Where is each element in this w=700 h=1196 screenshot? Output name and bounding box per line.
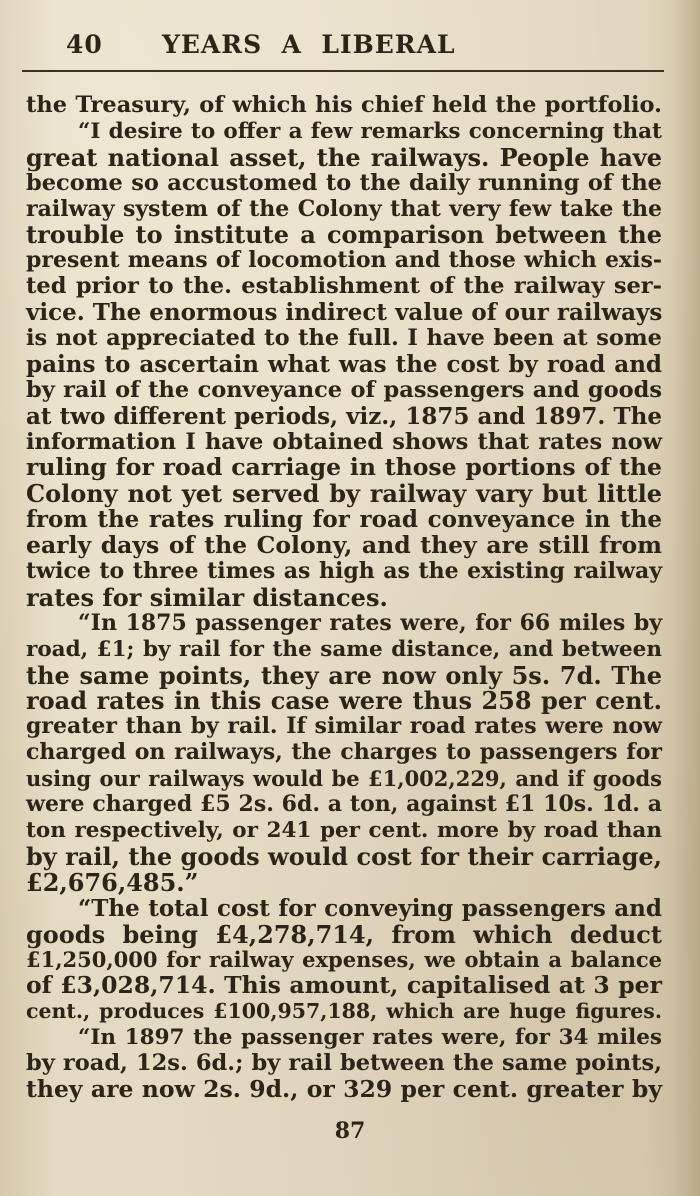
header-rule (22, 70, 664, 72)
text-line: goods being £4,278,714, from which deduct (26, 919, 662, 949)
text-line: they are now 2s. 9d., or 329 per cent. greater by (26, 1074, 662, 1103)
text-line: of £3,028,714. This amount, capitalised at 3 per (26, 971, 662, 1000)
text-line: ton respectively, or 241 per cent. more by road than (26, 817, 662, 843)
text-line: cent., produces £100,957,188, which are huge figures. (26, 999, 662, 1024)
text-line: “In 1875 passenger rates were, for 66 miles by (78, 609, 662, 636)
text-line: present means of locomotion and those which exis- (26, 247, 662, 274)
header-folio: 40 (66, 30, 103, 59)
text-line: by rail, the goods would cost for their carriage, (26, 841, 662, 871)
text-line: at two different periods, viz., 1875 and 1897. The (26, 402, 662, 430)
text-line: Colony not yet served by railway vary but little (26, 479, 662, 509)
text-line: “The total cost for conveying passengers and (78, 894, 662, 922)
text-line: £2,676,485.” (26, 867, 199, 897)
page-edge-shadow (672, 0, 700, 1196)
text-line: railway system of the Colony that very few take the (26, 195, 662, 222)
text-line: the Treasury, of which his chief held the portfolio. (26, 92, 662, 118)
text-line: £1,250,000 for railway expenses, we obtain a balance (26, 947, 662, 973)
running-title: YEARS A LIBERAL (162, 30, 456, 59)
text-line: by rail of the conveyance of passengers and goods (26, 376, 662, 403)
text-line: “In 1897 the passenger rates were, for 34 miles (78, 1025, 662, 1051)
text-line: become so accustomed to the daily running of the (26, 169, 662, 196)
text-line: charged on railways, the charges to passengers for (26, 739, 662, 766)
text-line: were charged £5 2s. 6d. a ton, against £1 10s. 1d. a (26, 791, 662, 818)
body-text (26, 93, 662, 1103)
text-line: greater than by rail. If similar road rates were now (26, 713, 662, 740)
text-line: trouble to institute a comparison between the (26, 220, 662, 250)
text-line: is not appreciated to the full. I have been at some (26, 325, 662, 352)
text-line: twice to three times as high as the existing railway (26, 558, 662, 585)
text-line: the same points, they are now only 5s. 7d. The (26, 660, 662, 690)
text-line: ted prior to the. establishment of the railway ser- (26, 273, 662, 300)
text-line: information I have obtained shows that rates now (26, 428, 662, 455)
text-line: vice. The enormous indirect value of our railways (26, 299, 663, 327)
text-line: early days of the Colony, and they are still from (26, 531, 662, 560)
text-line: using our railways would be £1,002,229, and if goods (26, 766, 662, 792)
text-line: rates for similar distances. (26, 582, 388, 612)
page-number: 87 (334, 1118, 366, 1144)
text-line: great national asset, the railways. People have (26, 142, 662, 172)
text-line: from the rates ruling for road conveyance in the (26, 506, 662, 534)
text-line: pains to ascertain what was the cost by road and (26, 350, 662, 378)
text-line: by road, 12s. 6d.; by rail between the same points, (26, 1049, 662, 1076)
text-line: ruling for road carriage in those portions of the (26, 453, 662, 482)
text-line: road, £1; by rail for the same distance, and between (26, 636, 662, 662)
text-line: road rates in this case were thus 258 per cent. (26, 686, 662, 716)
running-header (66, 30, 666, 66)
text-line: “I desire to offer a few remarks concerning that (78, 118, 662, 144)
